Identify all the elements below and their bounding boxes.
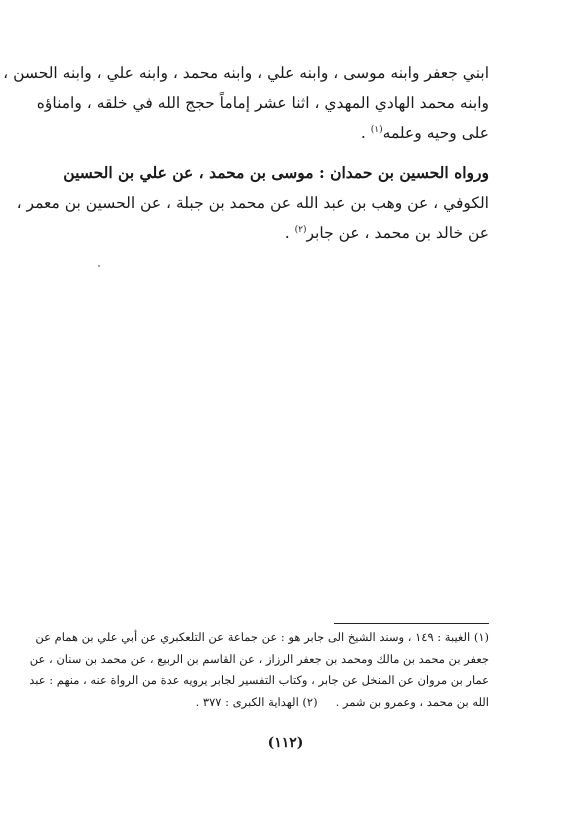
- paragraph-1-line-2: وابنه محمد الهادي المهدي ، اثنا عشر إماماً حجج الله في خلقه ، وامناؤه: [36, 94, 489, 112]
- paragraph-2-line-3: [89, 218, 489, 248]
- page-number: (١١٢): [267, 735, 304, 751]
- footnote-2: (٢) الهداية الكبرى : ٣٧٧ .: [195, 694, 318, 709]
- paragraph-1: [3, 58, 489, 148]
- footnote-divider: [334, 623, 489, 624]
- footnote-line-4: [79, 692, 489, 714]
- scan-speck: [98, 265, 100, 267]
- footnote-1-end: الله بن محمد ، وعمرو بن شمر .: [335, 694, 489, 709]
- paragraph-2-line-2: الكوفي ، عن وهب بن عبد الله عن محمد بن جبلة ، عن الحسين بن معمر ،: [16, 194, 489, 212]
- paragraph-1-end: .: [360, 124, 371, 142]
- paragraph-2: [16, 158, 489, 248]
- paragraph-1-line-3-text: على وحيه وعلمه: [382, 124, 489, 142]
- footnote-line-2: جعفر بن محمد بن مالك ومحمد بن جعفر الرزاز ، عن القاسم بن الربيع ، عن محمد بن سنان ، عن: [29, 651, 489, 666]
- paragraph-2-lead: ورواه الحسين بن حمدان : موسى بن محمد ، عن علي بن الحسين: [63, 163, 489, 182]
- footnote-ref-2: (٢): [294, 224, 307, 235]
- footnote-ref-1: (١): [370, 124, 383, 135]
- footnote-line-3: عمار بن مروان عن المنخل عن جابر ، وكتاب التفسير لجابر يرويه عدة من الرواة عنه ، منهم : عبد: [29, 673, 489, 687]
- paragraph-1-line-3: [89, 118, 489, 148]
- footnotes: [29, 627, 489, 713]
- paragraph-1-line-1: ابني جعفر وابنه موسى ، وابنه علي ، وابنه محمد ، وابنه علي ، وابنه الحسن ،: [3, 64, 489, 82]
- paragraph-2-end: .: [284, 224, 295, 242]
- footnote-line-1: (١) الغيبة : ١٤٩ ، وسند الشيخ الى جابر هو : عن جماعة عن التلعكبري عن أبي علي بن همام عن: [35, 630, 489, 644]
- paragraph-2-line-3-text: عن خالد بن محمد ، عن جابر: [306, 224, 489, 242]
